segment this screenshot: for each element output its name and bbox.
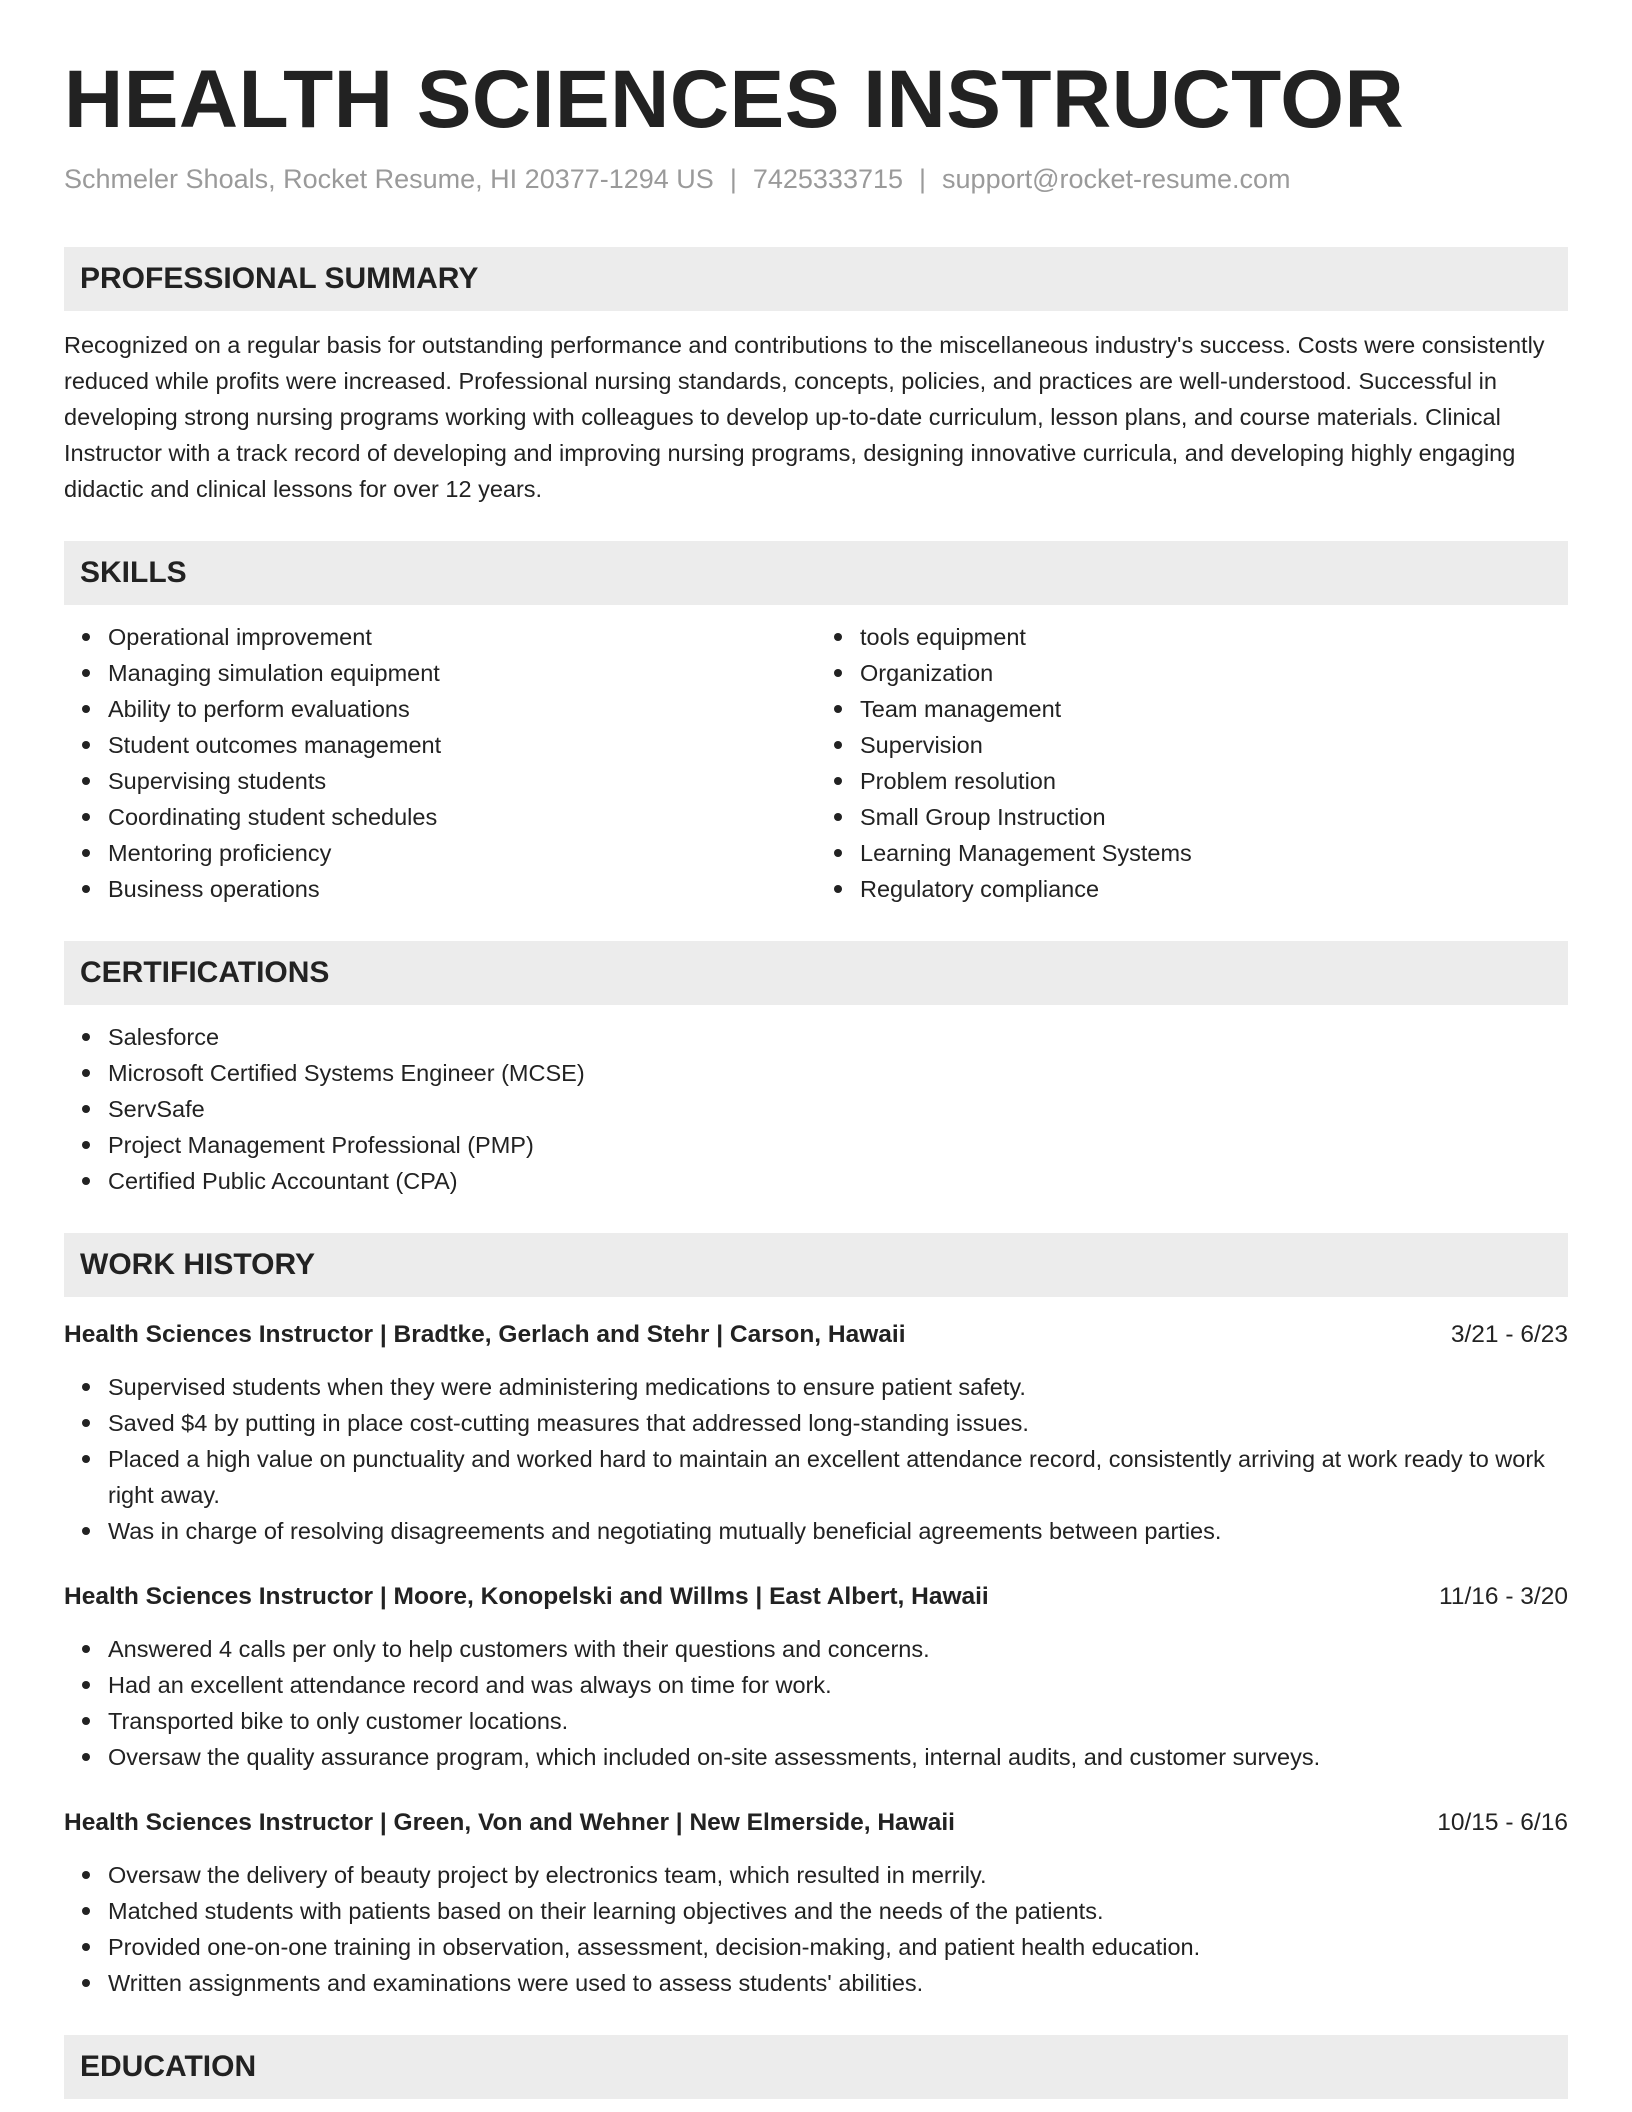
skill-item: Mentoring proficiency bbox=[108, 835, 816, 871]
section-header-work-history: WORK HISTORY bbox=[64, 1233, 1568, 1297]
job-bullet: Transported bike to only customer locations. bbox=[108, 1703, 1568, 1739]
contact-separator: | bbox=[729, 164, 737, 194]
skill-item: Problem resolution bbox=[860, 763, 1568, 799]
skill-item: tools equipment bbox=[860, 619, 1568, 655]
job-header bbox=[64, 1805, 1568, 1841]
job-bullet: Had an excellent attendance record and was always on time for work. bbox=[108, 1667, 1568, 1703]
skill-item: Ability to perform evaluations bbox=[108, 691, 816, 727]
resume-title: HEALTH SCIENCES INSTRUCTOR bbox=[64, 54, 1405, 145]
contact-phone: 7425333715 bbox=[752, 164, 904, 194]
job-header bbox=[64, 1317, 1568, 1353]
certification-item: Microsoft Certified Systems Engineer (MCSE) bbox=[108, 1055, 1568, 1091]
section-header-education: EDUCATION bbox=[64, 2035, 1568, 2099]
job-bullet: Placed a high value on punctuality and worked hard to maintain an excellent attendance record, consistently arriving at work ready to work right away. bbox=[108, 1441, 1568, 1513]
certification-item: ServSafe bbox=[108, 1091, 1568, 1127]
skills-column-right bbox=[816, 619, 1568, 907]
job-bullet: Saved $4 by putting in place cost-cutting measures that addressed long-standing issues. bbox=[108, 1405, 1568, 1441]
job-bullet: Written assignments and examinations were used to assess students' abilities. bbox=[108, 1965, 1568, 2001]
job-bullet: Answered 4 calls per only to help customers with their questions and concerns. bbox=[108, 1631, 1568, 1667]
job-bullet: Matched students with patients based on their learning objectives and the needs of the patients. bbox=[108, 1893, 1568, 1929]
job-bullet: Was in charge of resolving disagreements and negotiating mutually beneficial agreements between parties. bbox=[108, 1513, 1568, 1549]
job-bullets bbox=[64, 1631, 1568, 1775]
job-entry bbox=[64, 1317, 1568, 1549]
contact-address: Schmeler Shoals, Rocket Resume, HI 20377-1294 US bbox=[64, 164, 714, 194]
job-title: Health Sciences Instructor | Moore, Konopelski and Willms | East Albert, Hawaii bbox=[64, 1583, 989, 1610]
contact-line bbox=[64, 164, 1568, 195]
job-entry bbox=[64, 1579, 1568, 1775]
skill-item: Student outcomes management bbox=[108, 727, 816, 763]
skill-item: Learning Management Systems bbox=[860, 835, 1568, 871]
skill-item: Managing simulation equipment bbox=[108, 655, 816, 691]
certification-item: Certified Public Accountant (CPA) bbox=[108, 1163, 1568, 1199]
job-bullets bbox=[64, 1369, 1568, 1549]
skill-item: Organization bbox=[860, 655, 1568, 691]
job-header bbox=[64, 1579, 1568, 1615]
job-bullet: Oversaw the delivery of beauty project by electronics team, which resulted in merrily. bbox=[108, 1857, 1568, 1893]
skills-column-left bbox=[64, 619, 816, 907]
job-bullet: Supervised students when they were administering medications to ensure patient safety. bbox=[108, 1369, 1568, 1405]
job-dates: 3/21 - 6/23 bbox=[1450, 1321, 1568, 1348]
section-header-professional-summary: PROFESSIONAL SUMMARY bbox=[64, 247, 1568, 311]
section-header-skills: SKILLS bbox=[64, 541, 1568, 605]
job-title: Health Sciences Instructor | Green, Von and Wehner | New Elmerside, Hawaii bbox=[64, 1809, 955, 1836]
job-bullet: Oversaw the quality assurance program, which included on-site assessments, internal audits, and customer surveys. bbox=[108, 1739, 1568, 1775]
skill-item: Small Group Instruction bbox=[860, 799, 1568, 835]
certification-item: Salesforce bbox=[108, 1019, 1568, 1055]
skill-item: Operational improvement bbox=[108, 619, 816, 655]
professional-summary-text: Recognized on a regular basis for outstanding performance and contributions to the miscellaneous industry's success. Costs were consistently reduced while profits were increased. Professional nursing standards, concepts, policies, and practices are well-understood. Successful in developing strong nursing programs working with colleagues to develop up-to-date curriculum, lesson plans, and course materials. Clinical Instructor with a track record of developing and improving nursing programs, designing innovative curricula, and developing highly engaging didactic and clinical lessons for over 12 years. bbox=[64, 332, 1545, 502]
job-bullet: Provided one-on-one training in observation, assessment, decision-making, and patient health education. bbox=[108, 1929, 1568, 1965]
contact-separator: | bbox=[919, 164, 927, 194]
section-header-certifications: CERTIFICATIONS bbox=[64, 941, 1568, 1005]
job-dates: 10/15 - 6/16 bbox=[1437, 1809, 1568, 1836]
skill-item: Business operations bbox=[108, 871, 816, 907]
skills-list bbox=[64, 619, 1568, 907]
skill-item: Team management bbox=[860, 691, 1568, 727]
job-entry bbox=[64, 1805, 1568, 2001]
skill-item: Supervision bbox=[860, 727, 1568, 763]
certification-item: Project Management Professional (PMP) bbox=[108, 1127, 1568, 1163]
job-dates: 11/16 - 3/20 bbox=[1439, 1583, 1568, 1610]
contact-email: support@rocket-resume.com bbox=[942, 164, 1291, 194]
job-title: Health Sciences Instructor | Bradtke, Gerlach and Stehr | Carson, Hawaii bbox=[64, 1321, 906, 1348]
skill-item: Supervising students bbox=[108, 763, 816, 799]
job-bullets bbox=[64, 1857, 1568, 2001]
skill-item: Coordinating student schedules bbox=[108, 799, 816, 835]
certifications-list bbox=[64, 1019, 1568, 1199]
skill-item: Regulatory compliance bbox=[860, 871, 1568, 907]
